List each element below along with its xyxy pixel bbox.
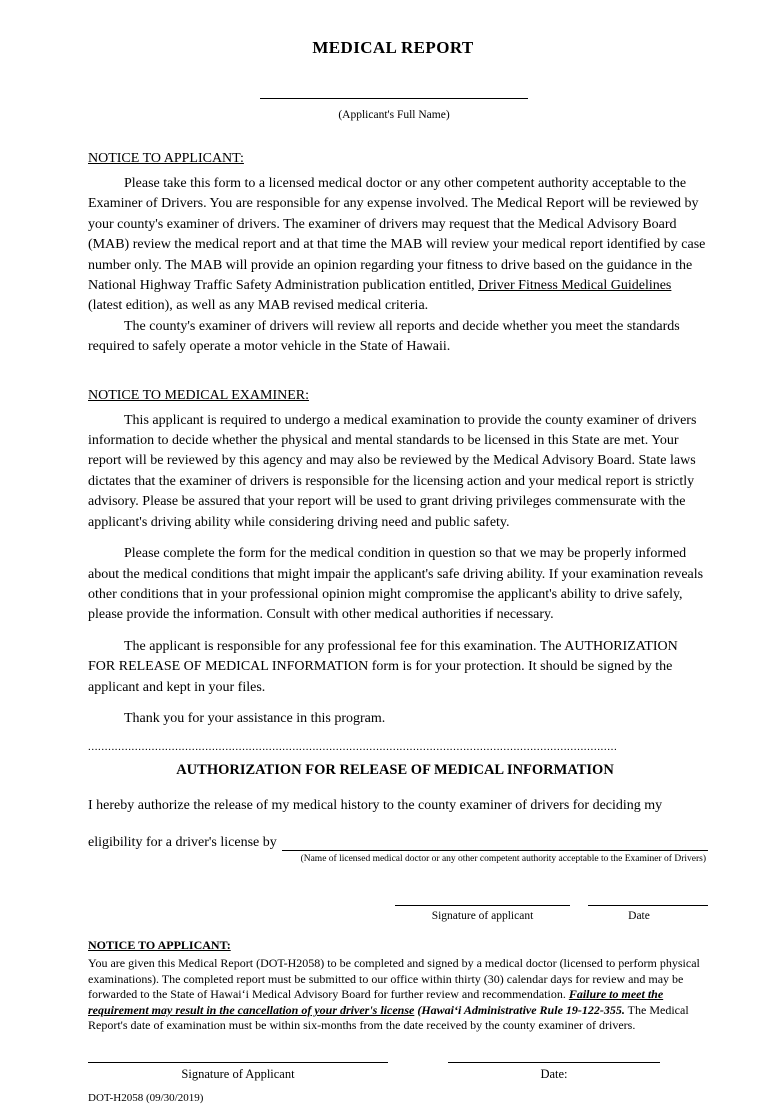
eligibility-caption: (Name of licensed medical doctor or any other competent authority acceptable to the Examiner of Drivers) (300, 854, 706, 865)
authorization-body: I hereby authorize the release of my medical history to the county examiner of drivers for deciding my (88, 798, 663, 814)
signature-date-blank[interactable] (588, 904, 708, 906)
notice-applicant-p1-part-b: (latest edition), as well as any MAB revised medical criteria. (88, 298, 429, 314)
notice-to-examiner-paragraph-3: The applicant is responsible for any professional fee for this examination. The AUTHORIZATION FOR RELEASE OF MEDICAL INFORMATION form is for your protection. It should be signed by the applicant and kept in your files. (88, 638, 678, 695)
authorization-title: AUTHORIZATION FOR RELEASE OF MEDICAL INFORMATION (176, 762, 614, 779)
applicant-name-caption: (Applicant's Full Name) (338, 109, 450, 121)
notice-to-examiner-paragraph-1: This applicant is required to undergo a medical examination to provide the county examiner of drivers information to decide whether the physical and mental standards to be licensed in this State are met. Your report will be reviewed by this agency and may also be reviewed by the Medical Advisory Board. State laws dictates that the examiner of drivers is responsible for the licensing action and your medical report is strictly advisory. Please be assured that your report will be used to grant driving privileges commensurate with the applicant's driving ability while considering driving need and public safety. (88, 412, 697, 530)
signature-date-block (570, 904, 708, 922)
fineprint-part-a: You are given this Medical Report (DOT-H2058) to be completed and signed by a medical doctor (licensed to perform physical examinations). The completed report must be submitted to our office within thirty (30) calendar days for review and may be forwarded to the State of Hawai‘i Medical Advisory Board for further review and recommendation. (88, 956, 700, 1002)
notice-to-medical-examiner-heading: NOTICE TO MEDICAL EXAMINER: (88, 387, 310, 403)
bottom-signature-row (88, 1061, 708, 1082)
page-title: MEDICAL REPORT (312, 38, 474, 57)
eligibility-label: eligibility for a driver's license by (88, 835, 277, 851)
section-divider: .............................................................................................................................................................. (88, 741, 618, 754)
eligibility-row (88, 835, 708, 851)
bottom-date-blank[interactable] (448, 1061, 660, 1063)
applicant-name-line[interactable] (88, 86, 708, 104)
fineprint-part-d: The Medical Report's date of examination must be within six-months from the date received by the county examiner of drivers. (88, 1002, 689, 1033)
applicant-signature-label: Signature of applicant (431, 910, 534, 923)
notice-applicant-p1-part-a: Please take this form to a licensed medical doctor or any other competent authority acceptable to the Examiner of Drivers. You are responsible for any expense involved. The Medical Report will be reviewed by your county's examiner of drivers. The examiner of drivers may request that the Medical Advisory Board (MAB) review the medical report and at that time the MAB will review your medical report identified by case number only. The MAB will provide an opinion regarding your fitness to drive based on the guidance in the National Highway Traffic Safety Administration publication entitled, (88, 176, 706, 294)
notice-to-applicant-paragraph-1 (88, 174, 708, 317)
fineprint-paragraph (88, 956, 708, 1034)
notice-to-applicant-paragraph-2: The county's examiner of drivers will review all reports and decide whether you meet the standards required to safely operate a motor vehicle in the State of Hawaii. (88, 318, 680, 355)
signature-row (88, 904, 708, 922)
eligibility-blank[interactable] (282, 836, 708, 851)
applicant-signature-blank[interactable] (395, 904, 570, 906)
fineprint-rule-citation: (Hawai‘i Administrative Rule 19-122-355. (414, 1002, 625, 1017)
applicant-signature-block (395, 904, 570, 922)
bottom-applicant-signature-blank[interactable] (88, 1061, 388, 1063)
bottom-applicant-signature-block (88, 1061, 388, 1082)
notice-to-applicant-heading-2: NOTICE TO APPLICANT: (88, 938, 231, 953)
thank-you-paragraph: Thank you for your assistance in this program. (124, 710, 386, 726)
signature-date-label: Date (628, 910, 650, 923)
bottom-date-block (448, 1061, 660, 1082)
notice-to-examiner-paragraph-2: Please complete the form for the medical condition in question so that we may be properly informed about the medical conditions that might impair the applicant's safe driving ability. If your examination reveals other conditions that in your professional opinion might compromise the applicant's ability to drive safely, please provide the information. Consult with other medical authorities if necessary. (88, 546, 704, 623)
applicant-name-blank[interactable] (260, 97, 528, 99)
notice-to-applicant-heading: NOTICE TO APPLICANT: (88, 151, 244, 166)
fineprint-warning: Failure to meet the requirement may result in the cancellation of your driver's license (88, 987, 664, 1017)
driver-fitness-medical-guidelines-title: Driver Fitness Medical Guidelines (478, 278, 672, 294)
bottom-applicant-signature-label: Signature of Applicant (181, 1066, 295, 1081)
form-code: DOT-H2058 (09/30/2019) (88, 1091, 204, 1104)
bottom-date-label: Date: (540, 1066, 568, 1081)
